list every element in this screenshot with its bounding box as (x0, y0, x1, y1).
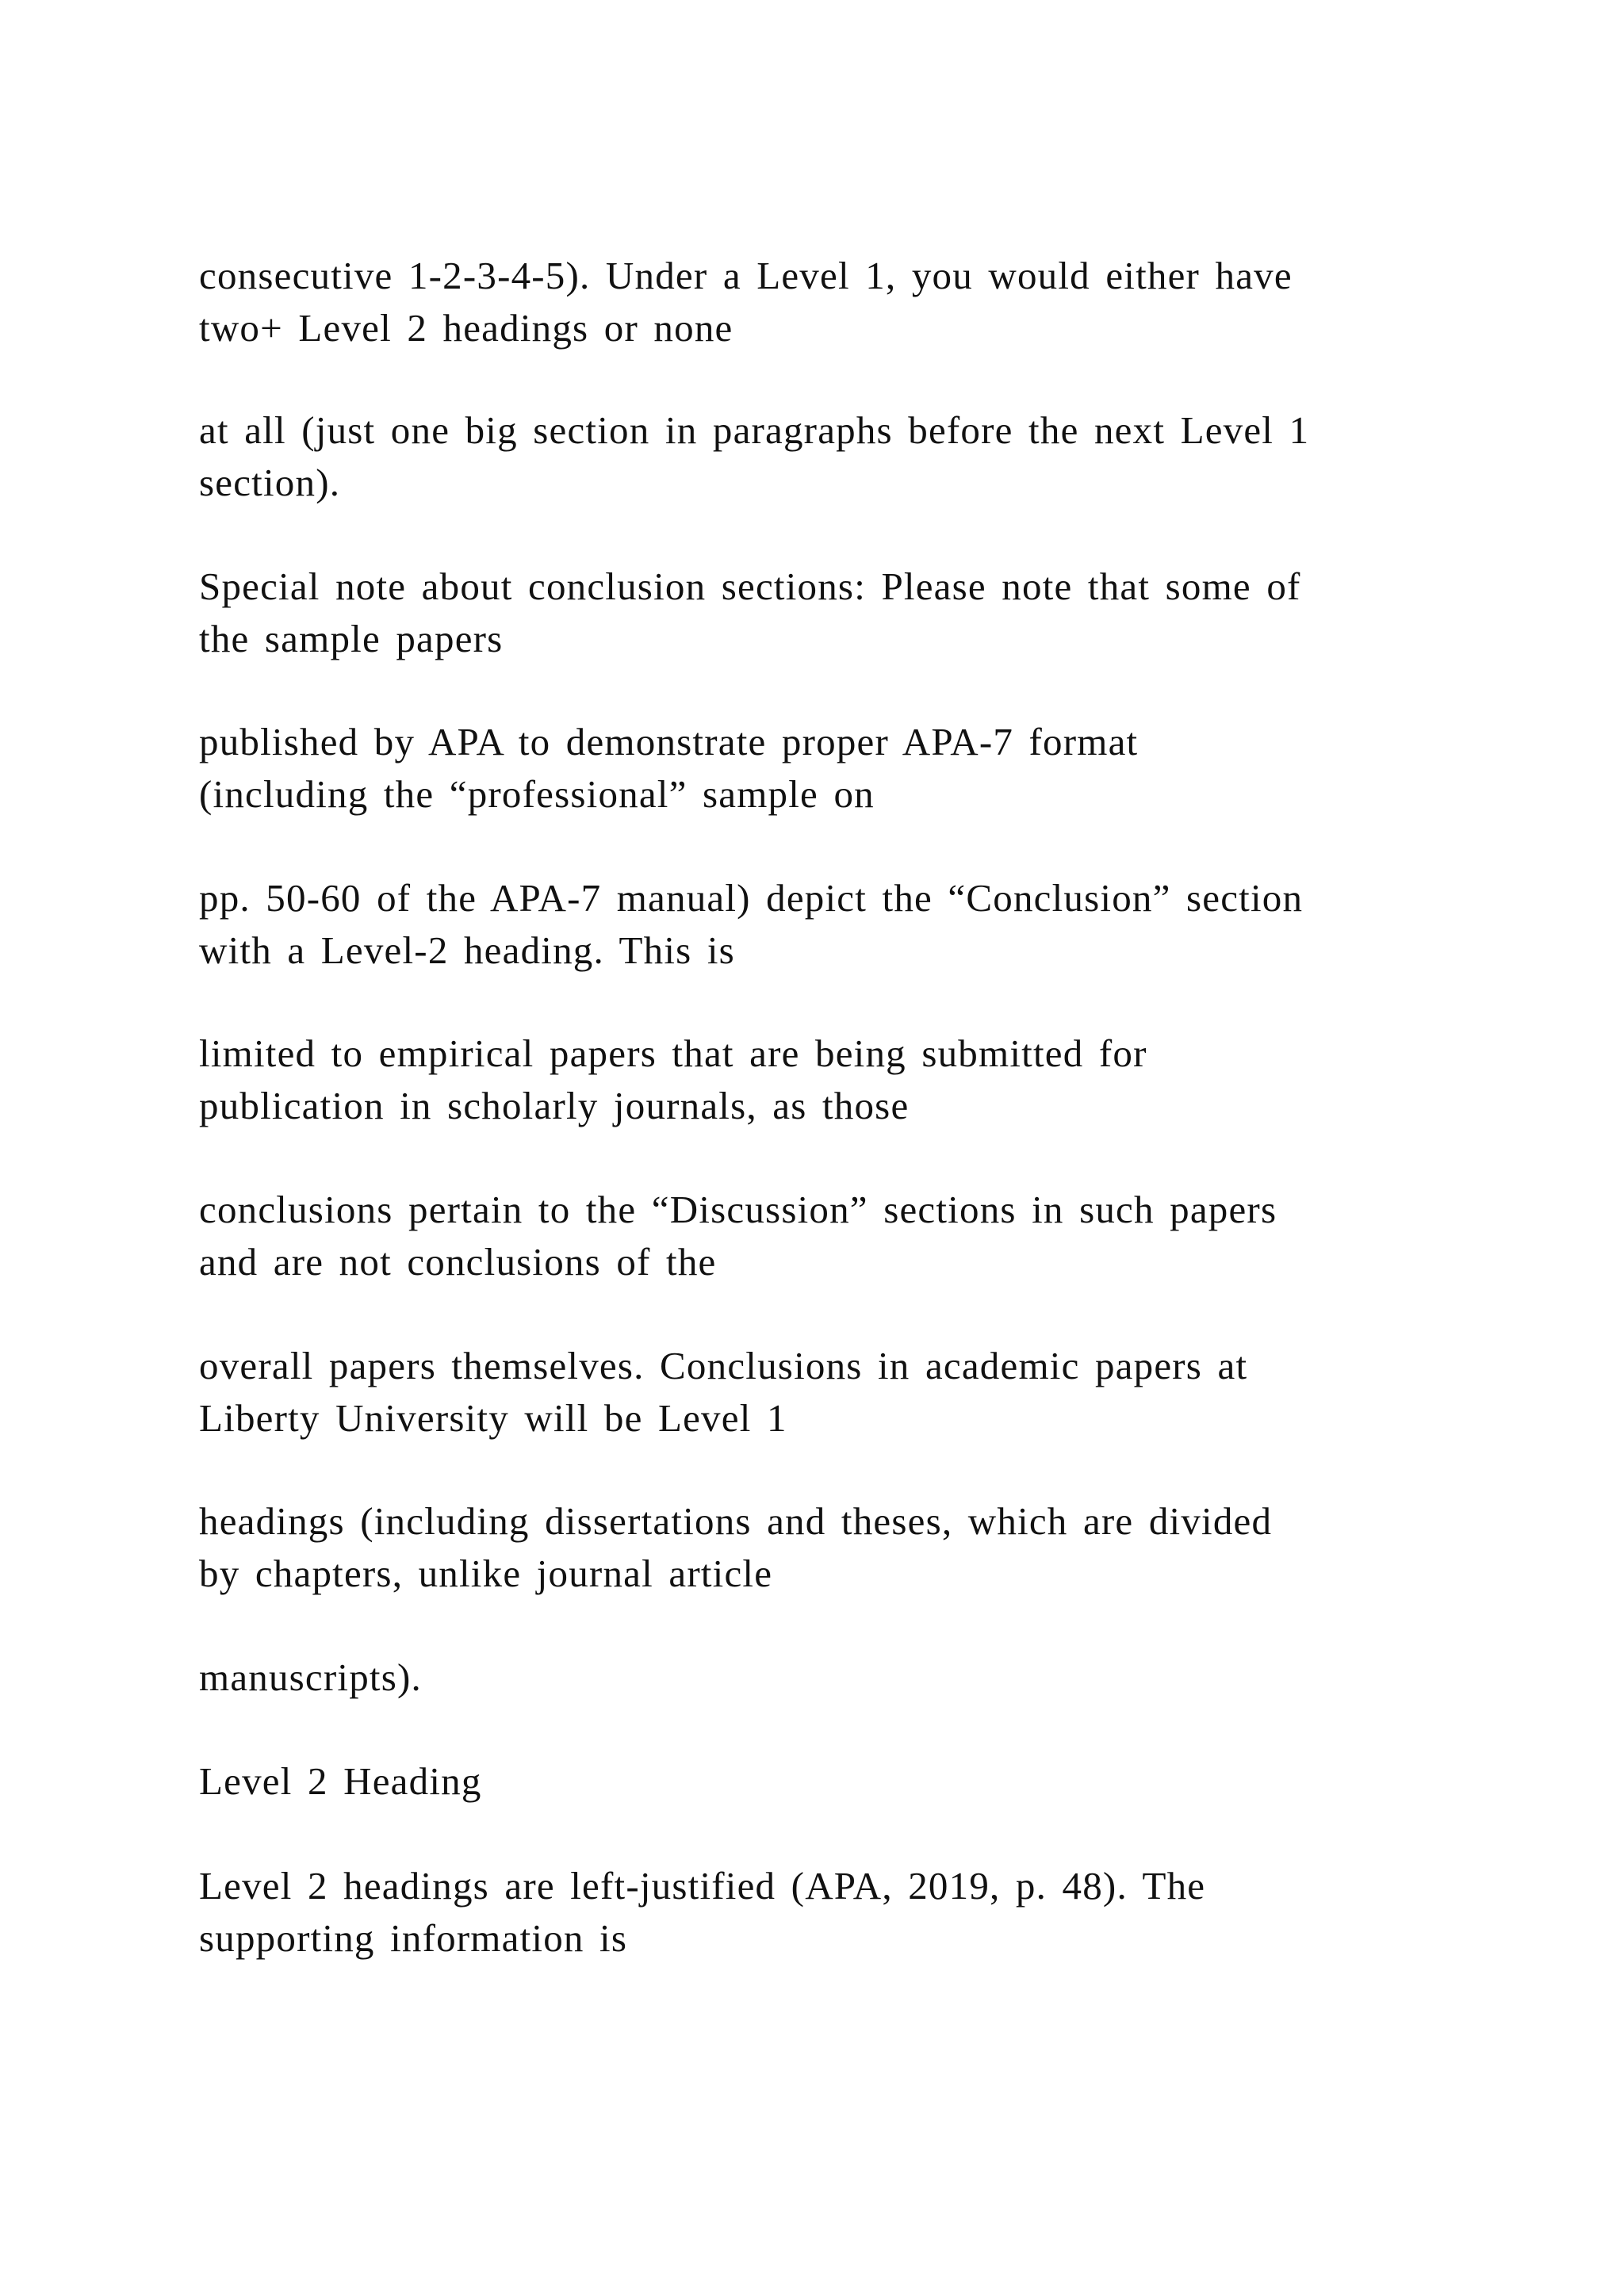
text-line: the sample papers (199, 617, 504, 660)
text-line: headings (including dissertations and theses, which are divided (199, 1499, 1273, 1543)
text-line: pp. 50-60 of the APA-7 manual) depict the “Conclusion” section (199, 876, 1304, 920)
text-line: Liberty University will be Level 1 (199, 1396, 787, 1440)
text-line: consecutive 1-2-3-4-5). Under a Level 1, you would either have (199, 254, 1293, 297)
paragraph-2 (199, 404, 1481, 509)
text-line: with a Level-2 heading. This is (199, 928, 735, 972)
paragraph-6 (199, 1027, 1481, 1132)
paragraph-3 (199, 561, 1481, 665)
text-line: (including the “professional” sample on (199, 772, 875, 816)
text-line: conclusions pertain to the “Discussion” sections in such papers (199, 1188, 1277, 1231)
text-line: Special note about conclusion sections: Please note that some of (199, 564, 1301, 608)
text-line: limited to empirical papers that are being submitted for (199, 1031, 1147, 1075)
paragraph-7 (199, 1184, 1481, 1288)
text-line: overall papers themselves. Conclusions in academic papers at (199, 1344, 1248, 1387)
text-line: published by APA to demonstrate proper APA-7 format (199, 720, 1139, 763)
paragraph-4 (199, 716, 1481, 821)
text-line: publication in scholarly journals, as those (199, 1084, 910, 1127)
text-line: manuscripts). (199, 1655, 422, 1699)
text-line: by chapters, unlike journal article (199, 1552, 773, 1595)
text-line: two+ Level 2 headings or none (199, 306, 733, 350)
paragraph-1 (199, 250, 1481, 354)
paragraph-5 (199, 872, 1481, 977)
paragraph-8 (199, 1340, 1481, 1445)
text-line: at all (just one big section in paragraphs before the next Level 1 (199, 408, 1310, 452)
text-line: section). (199, 461, 341, 504)
paragraph-10 (199, 1651, 1481, 1704)
text-line: and are not conclusions of the (199, 1240, 717, 1284)
paragraph-12 (199, 1860, 1481, 1965)
text-line: Level 2 headings are left-justified (APA, 2019, p. 48). The (199, 1864, 1206, 1908)
heading-text: Level 2 Heading (199, 1759, 482, 1803)
level-2-heading (199, 1755, 1481, 1808)
text-line: supporting information is (199, 1916, 628, 1960)
paragraph-9 (199, 1495, 1481, 1600)
